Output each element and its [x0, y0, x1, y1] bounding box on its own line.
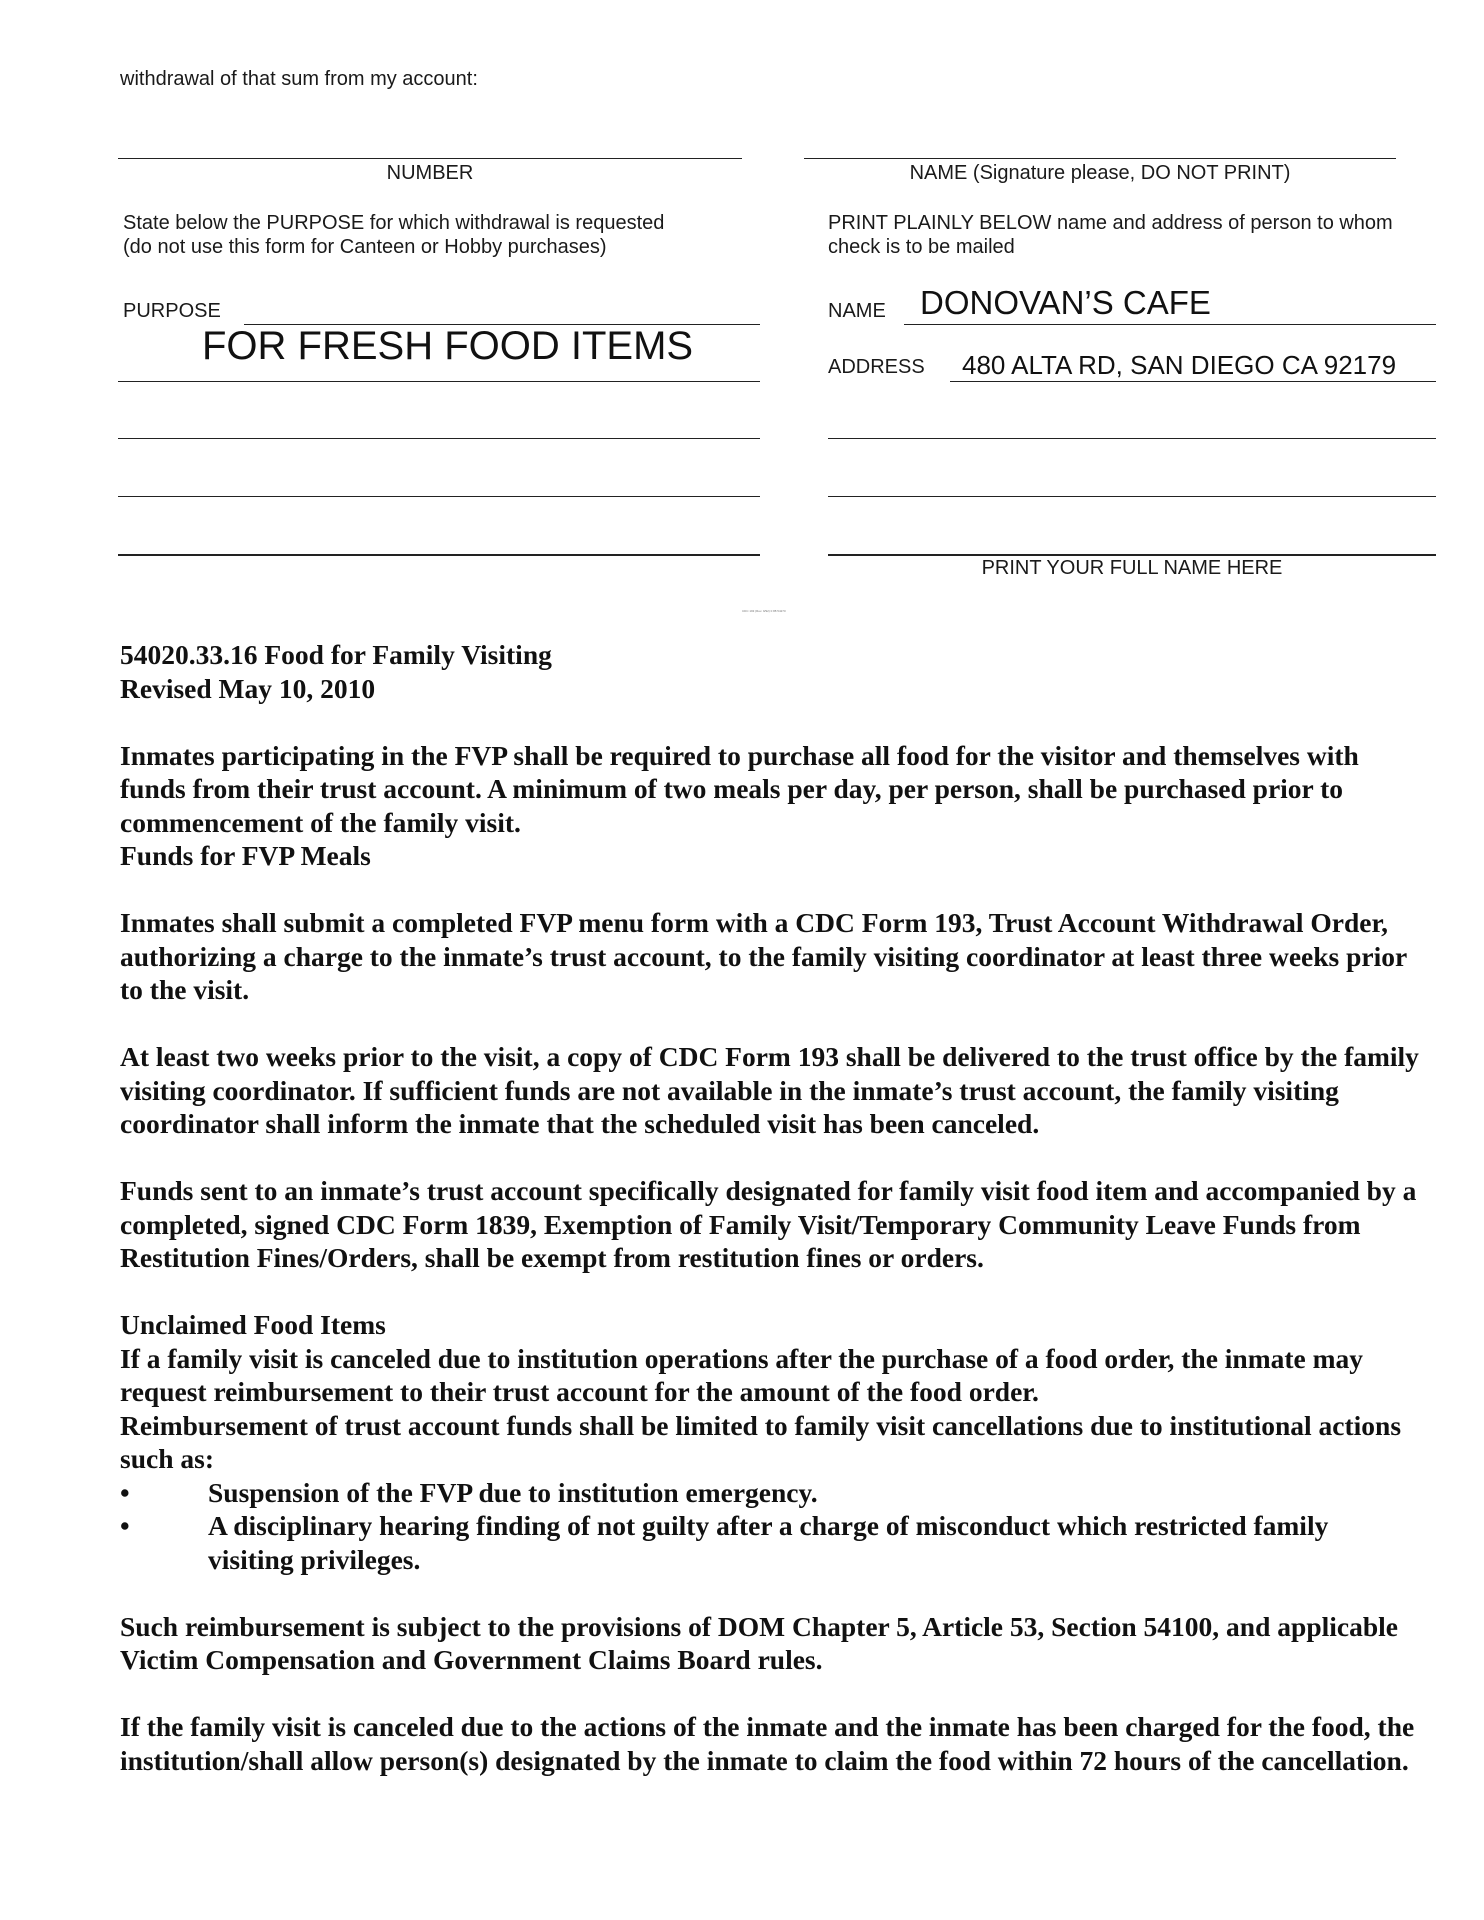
list-item-text: Suspension of the FVP due to institution emergency.: [208, 1476, 818, 1508]
form-intro-text: withdrawal of that sum from my account:: [120, 68, 478, 90]
policy-paragraph-4: Funds sent to an inmate’s trust account specifically designated for family visit food item and accompanied by a completed, signed CDC Form 1839, Exemption of Family Visit/Temporary Community Leave Funds from Restitution Fines/Orders, shall be exempt from restitution fines or orders.: [120, 1175, 1417, 1273]
name-label: NAME: [828, 300, 886, 322]
funds-heading: Funds for FVP Meals: [120, 840, 371, 871]
mail-instruction-1: PRINT PLAINLY BELOW name and address of person to whom: [828, 212, 1393, 234]
policy-paragraph-6: Reimbursement of trust account funds shall be limited to family visit cancellations due to institutional actions such as:: [120, 1409, 1402, 1474]
number-label: NUMBER: [386, 162, 474, 184]
purpose-line-5[interactable]: [118, 554, 760, 556]
purpose-instruction-1: State below the PURPOSE for which withdrawal is requested: [123, 212, 665, 234]
policy-revised-date: Revised May 10, 2010: [120, 672, 376, 704]
bullet-icon: •: [120, 1510, 130, 1541]
policy-paragraph-3: At least two weeks prior to the visit, a copy of CDC Form 193 shall be delivered to the trust office by the family visiting coordinator. If sufficient funds are not available in the inmate’s trust account, the family visiting coordinator shall inform the inmate that the scheduled visit has been canceled.: [120, 1041, 1419, 1139]
purpose-instruction-2: (do not use this form for Canteen or Hobby purchases): [123, 236, 607, 258]
purpose-value[interactable]: FOR FRESH FOOD ITEMS: [202, 324, 694, 368]
purpose-label: PURPOSE: [123, 300, 221, 322]
reimbursement-list: [120, 1476, 1420, 1577]
signature-line: [804, 158, 1396, 159]
purpose-line-2[interactable]: [118, 381, 760, 382]
number-line: [118, 158, 742, 159]
address-line-2[interactable]: [828, 438, 1436, 439]
bullet-icon: •: [120, 1476, 130, 1508]
address-line-1: [950, 381, 1436, 382]
policy-paragraph-8: If the family visit is canceled due to the actions of the inmate and the inmate has been charged for the food, the institution/shall allow person(s) designated by the inmate to claim the food within 72 hours of the cancellation.: [120, 1711, 1415, 1776]
policy-paragraph-2: Inmates shall submit a completed FVP menu form with a CDC Form 193, Trust Account Withdrawal Order, authorizing a charge to the inmate’s trust account, to the family visiting coordinator at least three weeks prior to the visit.: [120, 907, 1407, 1005]
purpose-line-4[interactable]: [118, 496, 760, 497]
address-label: ADDRESS: [828, 356, 925, 378]
list-item-text: A disciplinary hearing finding of not guilty after a charge of misconduct which restricted family visiting privileges.: [208, 1510, 1329, 1575]
form-code: CDC 193 (Rev. 9/92) 0 88 54270: [742, 609, 786, 613]
full-name-line[interactable]: [828, 554, 1436, 556]
mail-instruction-2: check is to be mailed: [828, 236, 1015, 258]
signature-label: NAME (Signature please, DO NOT PRINT): [909, 162, 1291, 184]
address-line-3[interactable]: [828, 496, 1436, 497]
policy-heading: 54020.33.16 Food for Family Visiting: [120, 639, 552, 670]
list-item: [120, 1476, 1420, 1510]
full-name-label: PRINT YOUR FULL NAME HERE: [981, 557, 1283, 579]
name-value[interactable]: DONOVAN’S CAFE: [920, 284, 1211, 321]
policy-paragraph-7: Such reimbursement is subject to the provisions of DOM Chapter 5, Article 53, Section 54100, and applicable Victim Compensation and Government Claims Board rules.: [120, 1610, 1398, 1675]
list-item: [120, 1509, 1420, 1576]
policy-text: [120, 638, 1420, 1777]
policy-paragraph-1: Inmates participating in the FVP shall be required to purchase all food for the visitor and themselves with funds from their trust account. A minimum of two meals per day, per person, shall be purchased prior to commencement of the family visit.: [120, 739, 1359, 838]
unclaimed-heading: Unclaimed Food Items: [120, 1309, 386, 1340]
name-line: [904, 324, 1436, 325]
purpose-line-3[interactable]: [118, 438, 760, 439]
policy-paragraph-5: If a family visit is canceled due to institution operations after the purchase of a food order, the inmate may request reimbursement to their trust account for the amount of the food order.: [120, 1342, 1364, 1407]
address-value[interactable]: 480 ALTA RD, SAN DIEGO CA 92179: [962, 350, 1397, 380]
